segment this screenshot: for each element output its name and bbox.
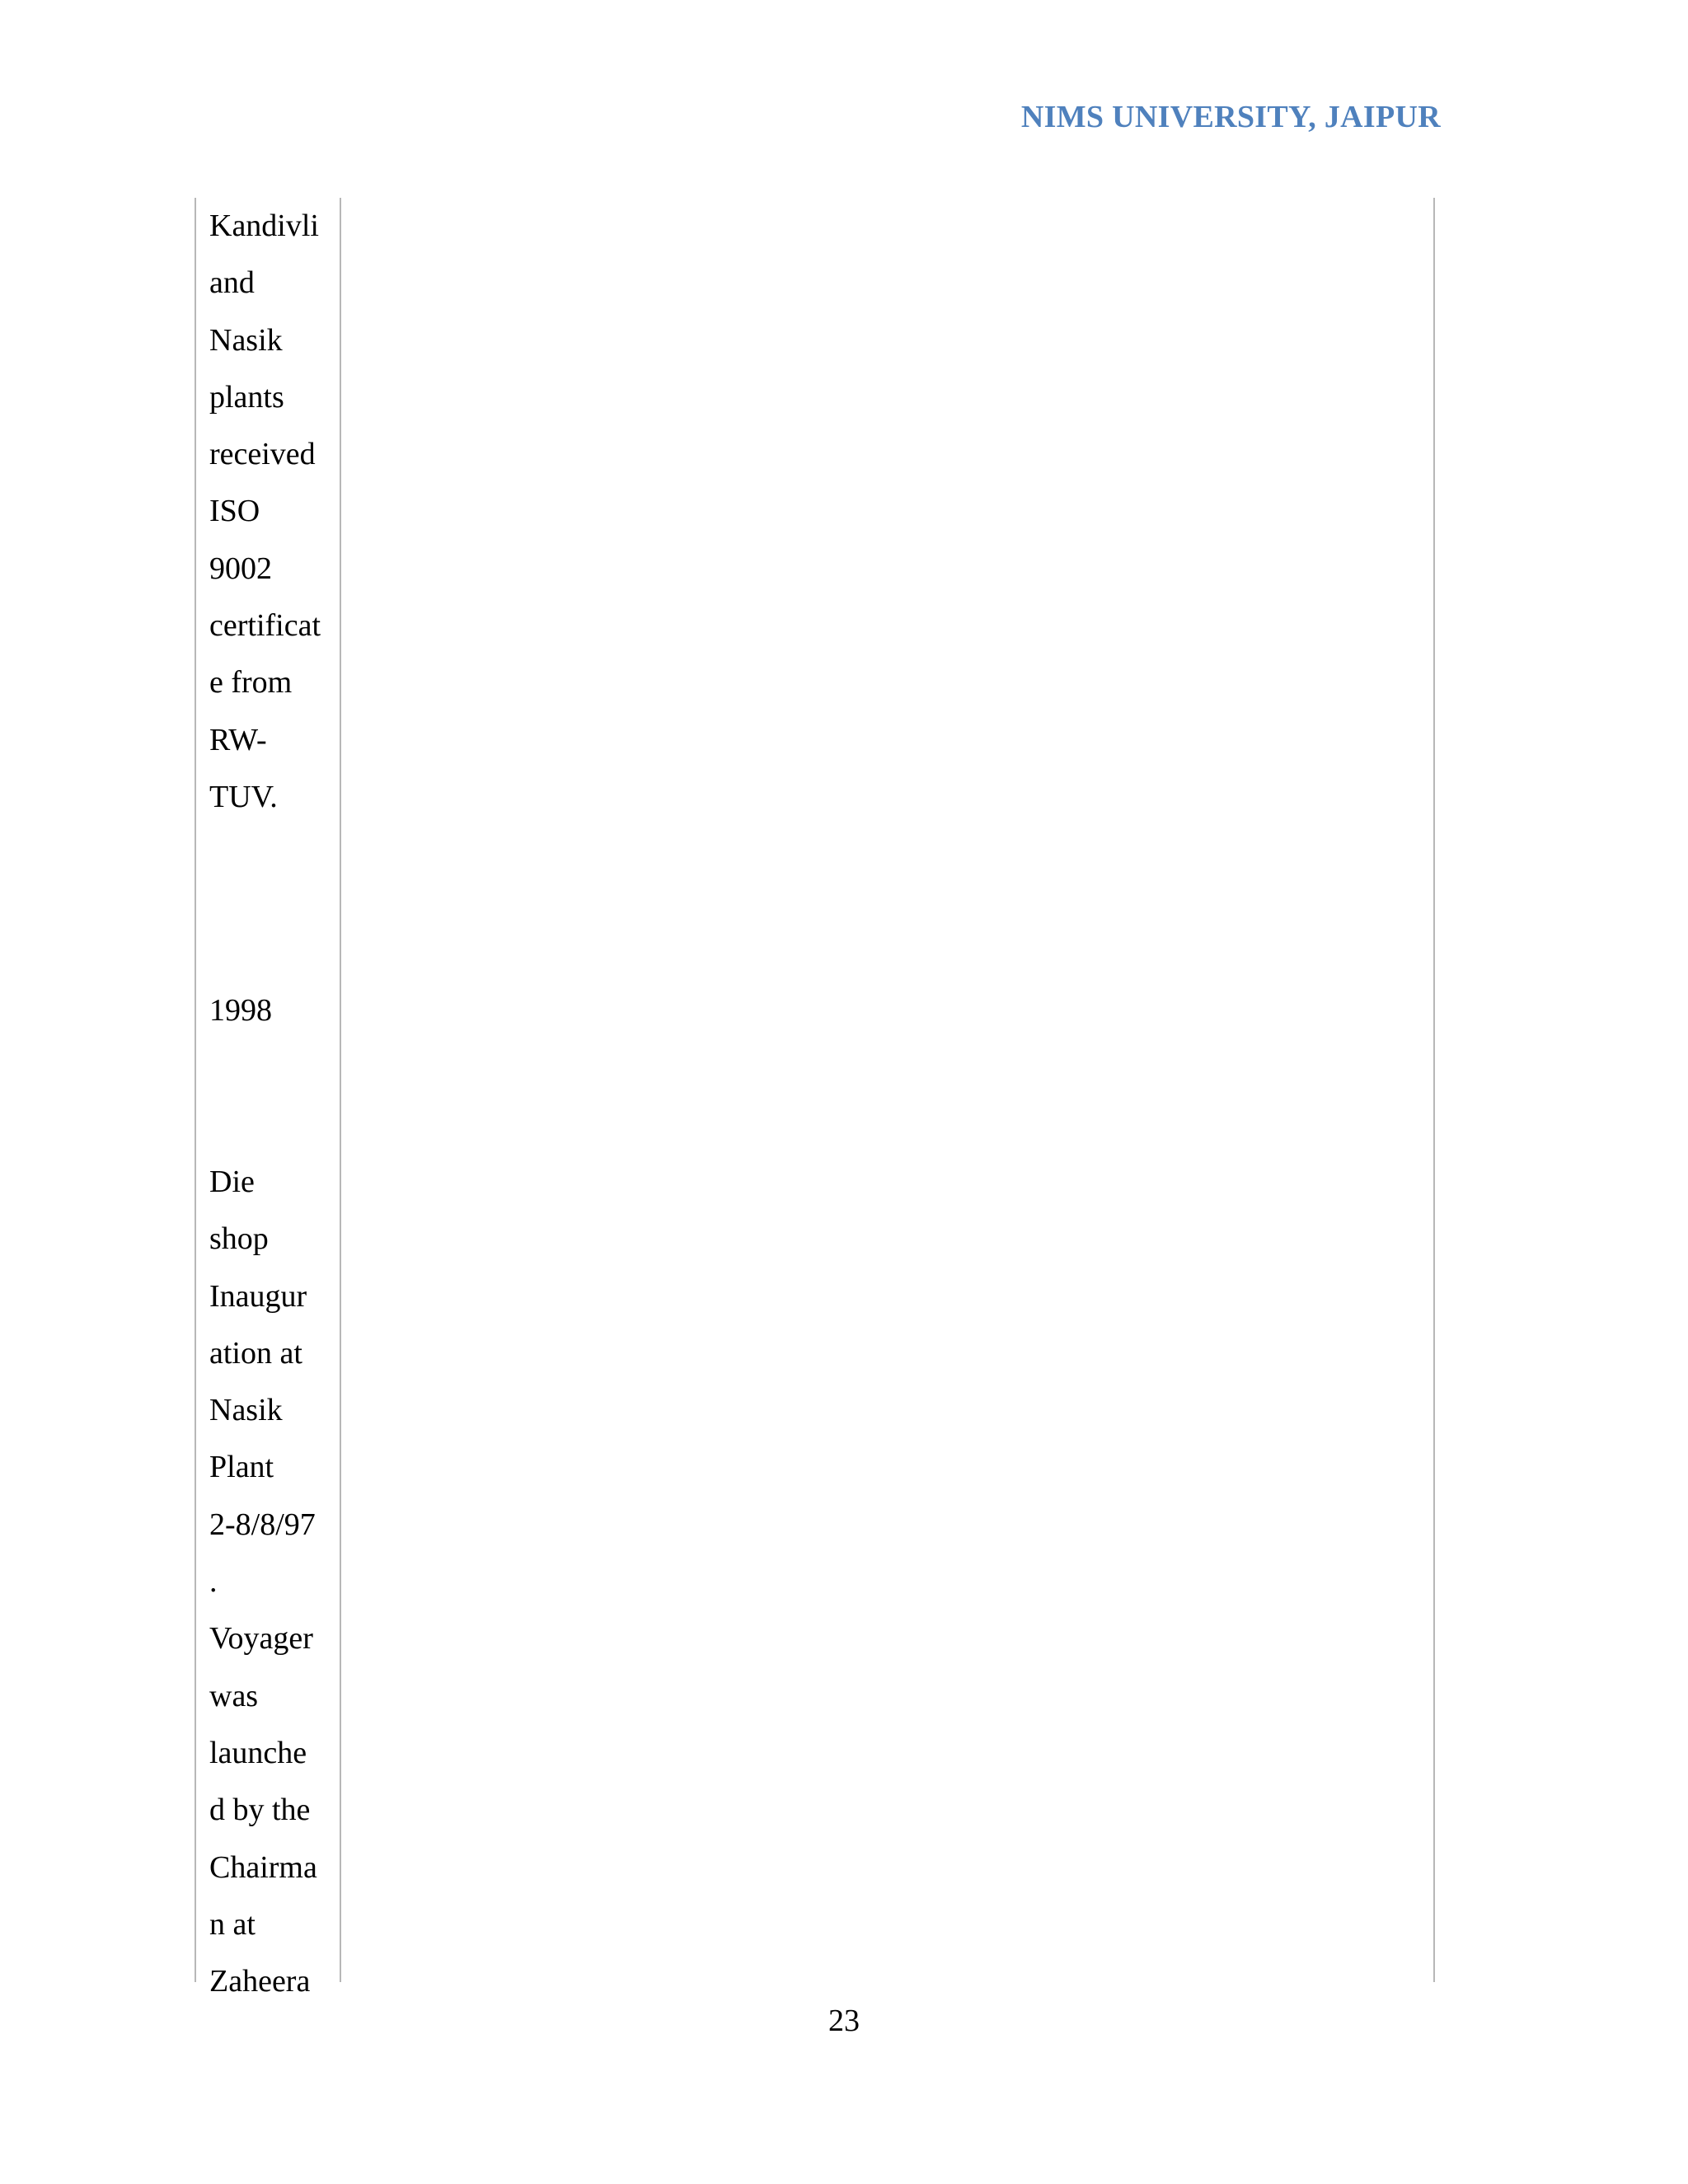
table-right-border bbox=[1433, 198, 1435, 1982]
cell-line: Plant bbox=[209, 1450, 274, 1485]
cell-line: RW- bbox=[209, 722, 267, 757]
cell-line: shop bbox=[209, 1221, 269, 1257]
cell-line: Die bbox=[209, 1165, 255, 1199]
cell-line: was bbox=[209, 1678, 259, 1713]
cell-line: e from bbox=[209, 665, 293, 701]
milestones-table bbox=[195, 198, 1435, 1999]
cell-line: Chairma bbox=[209, 1849, 317, 1885]
cell-line: ISO bbox=[209, 494, 260, 529]
cell-line: launche bbox=[209, 1735, 307, 1770]
table-cell-year bbox=[209, 982, 341, 1039]
cell-line: ation at bbox=[209, 1335, 302, 1371]
cell-line: Nasik bbox=[209, 322, 283, 358]
cell-line: n at bbox=[209, 1906, 256, 1942]
page-header-title: NIMS UNIVERSITY, JAIPUR bbox=[1020, 100, 1441, 134]
cell-line: Nasik bbox=[209, 1393, 283, 1428]
table-left-border bbox=[195, 198, 196, 1982]
cell-line: plants bbox=[209, 379, 284, 415]
page-number: 23 bbox=[828, 2004, 860, 2038]
cell-line: and bbox=[209, 265, 255, 301]
table-cell-events bbox=[209, 1154, 341, 2010]
cell-line: . bbox=[209, 1564, 218, 1600]
cell-line: 9002 bbox=[209, 551, 272, 586]
cell-line: Inaugur bbox=[209, 1278, 307, 1314]
cell-line: d by the bbox=[209, 1793, 311, 1828]
cell-line: 2-8/8/97 bbox=[209, 1507, 316, 1542]
cell-line: certificat bbox=[209, 608, 321, 644]
cell-line: received bbox=[209, 437, 316, 472]
cell-line: Kandivli bbox=[209, 209, 319, 243]
table-cell-iso-certificate bbox=[209, 198, 341, 826]
cell-line: Zaheera bbox=[209, 1964, 311, 1999]
year-label: 1998 bbox=[209, 993, 272, 1028]
cell-line: TUV. bbox=[209, 779, 278, 814]
cell-line: Voyager bbox=[209, 1621, 313, 1657]
